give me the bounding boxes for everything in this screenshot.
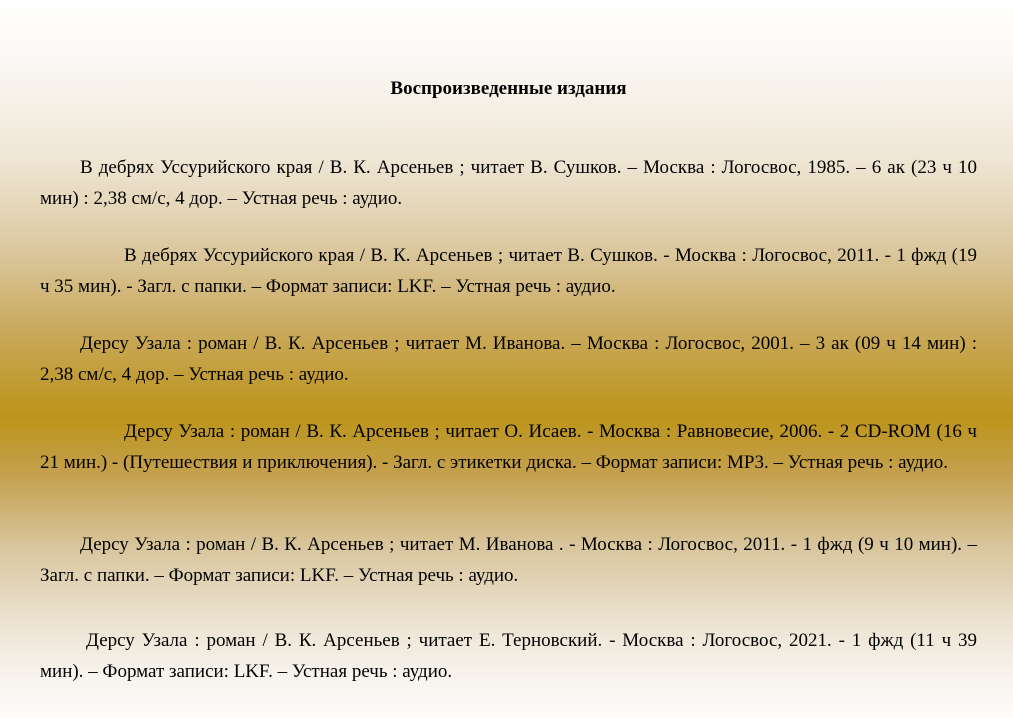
bibliography-entry: Дерсу Узала : роман / В. К. Арсеньев ; читает О. Исаев. - Москва : Равновесие, 2006. - 2 CD-ROM (16 ч 21 мин.) - (Путешествия и приключения). - Загл. с этикетки диска. – Формат записи: MP3. – Устная речь : аудио. xyxy=(40,421,977,473)
bibliography-entry: Дерсу Узала : роман / В. К. Арсеньев ; читает М. Иванова. – Москва : Логосвос, 2001. – 3 ак (09 ч 14 мин) : 2,38 см/с, 4 дор. – Устная речь : аудио. xyxy=(40,333,977,385)
document-title: Воспроизведенные издания xyxy=(390,78,627,99)
bibliography-entry: Дерсу Узала : роман / В. К. Арсеньев ; читает Е. Терновский. - Москва : Логосвос, 2021. - 1 фжд (11 ч 39 мин). – Формат записи: LKF. – Устная речь : аудио. xyxy=(40,630,977,682)
bibliography-entry: В дебрях Уссурийского края / В. К. Арсеньев ; читает В. Сушков. - Москва : Логосвос, 2011. - 1 фжд (19 ч 35 мин). - Загл. с папки. – Формат записи: LKF. – Устная речь : аудио. xyxy=(40,245,977,297)
bibliography-entry: В дебрях Уссурийского края / В. К. Арсеньев ; читает В. Сушков. – Москва : Логосвос, 1985. – 6 ак (23 ч 10 мин) : 2,38 см/с, 4 дор. – Устная речь : аудио. xyxy=(40,157,977,209)
bibliography-entry: Дерсу Узала : роман / В. К. Арсеньев ; читает М. Иванова . - Москва : Логосвос, 2011. - 1 фжд (9 ч 10 мин). – Загл. с папки. – Формат записи: LKF. – Устная речь : аудио. xyxy=(40,534,977,586)
document-page xyxy=(40,0,977,718)
